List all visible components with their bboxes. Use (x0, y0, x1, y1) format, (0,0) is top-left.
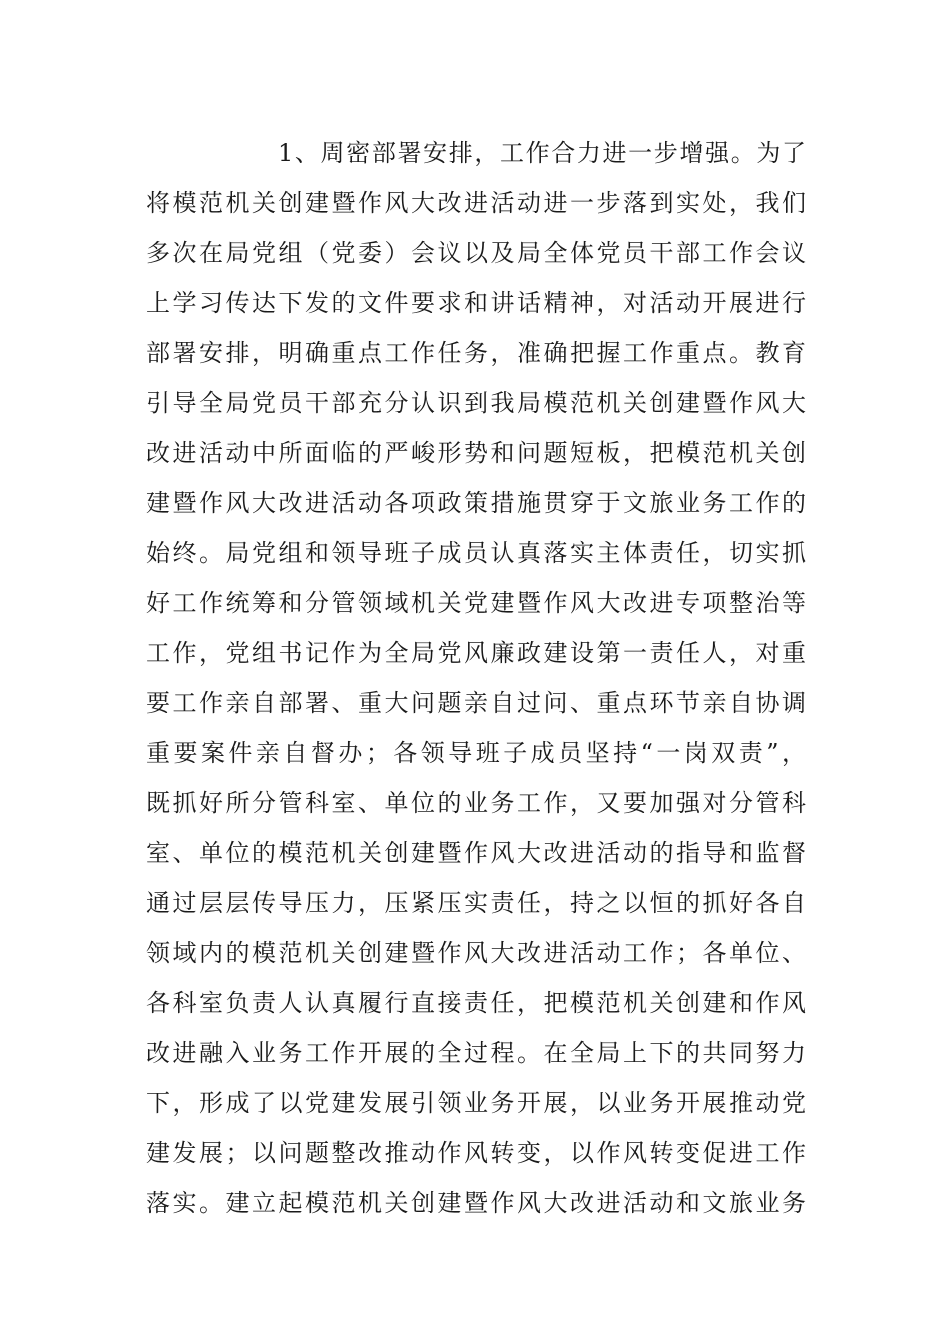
paragraph-line-9: 始终。局党组和领导班子成员认真落实主体责任，切实抓 (146, 539, 806, 567)
paragraph-line-18: 各科室负责人认真履行直接责任，把模范机关创建和作风 (146, 989, 806, 1017)
paragraph-line-2: 将模范机关创建暨作风大改进活动进一步落到实处，我们 (146, 189, 806, 217)
paragraph-line-21: 建发展；以问题整改推动作风转变，以作风转变促进工作 (146, 1139, 806, 1167)
body-paragraph (146, 128, 806, 1228)
paragraph-line-4: 上学习传达下发的文件要求和讲话精神，对活动开展进行 (146, 289, 806, 317)
paragraph-line-1: 1、周密部署安排，工作合力进一步增强。为了 (278, 139, 806, 167)
paragraph-line-16: 通过层层传导压力，压紧压实责任，持之以恒的抓好各自 (146, 889, 806, 917)
paragraph-line-3: 多次在局党组（党委）会议以及局全体党员干部工作会议 (146, 239, 806, 267)
paragraph-line-14: 既抓好所分管科室、单位的业务工作，又要加强对分管科 (146, 789, 806, 817)
paragraph-line-10: 好工作统筹和分管领域机关党建暨作风大改进专项整治等 (146, 589, 806, 617)
paragraph-line-7: 改进活动中所面临的严峻形势和问题短板，把模范机关创 (146, 439, 806, 467)
paragraph-line-6: 引导全局党员干部充分认识到我局模范机关创建暨作风大 (146, 389, 806, 417)
paragraph-line-5: 部署安排，明确重点工作任务，准确把握工作重点。教育 (146, 339, 806, 367)
paragraph-line-17: 领域内的模范机关创建暨作风大改进活动工作；各单位、 (146, 939, 806, 967)
paragraph-line-22: 落实。建立起模范机关创建暨作风大改进活动和文旅业务 (146, 1189, 806, 1217)
paragraph-line-13: 重要案件亲自督办；各领导班子成员坚持“一岗双责”， (146, 739, 806, 767)
paragraph-line-19: 改进融入业务工作开展的全过程。在全局上下的共同努力 (146, 1039, 806, 1067)
paragraph-line-20: 下，形成了以党建发展引领业务开展，以业务开展推动党 (146, 1089, 806, 1117)
paragraph-line-11: 工作，党组书记作为全局党风廉政建设第一责任人，对重 (146, 639, 806, 667)
paragraph-line-8: 建暨作风大改进活动各项政策措施贯穿于文旅业务工作的 (146, 489, 806, 517)
paragraph-line-12: 要工作亲自部署、重大问题亲自过问、重点环节亲自协调 (146, 689, 806, 717)
paragraph-line-15: 室、单位的模范机关创建暨作风大改进活动的指导和监督 (146, 839, 806, 867)
